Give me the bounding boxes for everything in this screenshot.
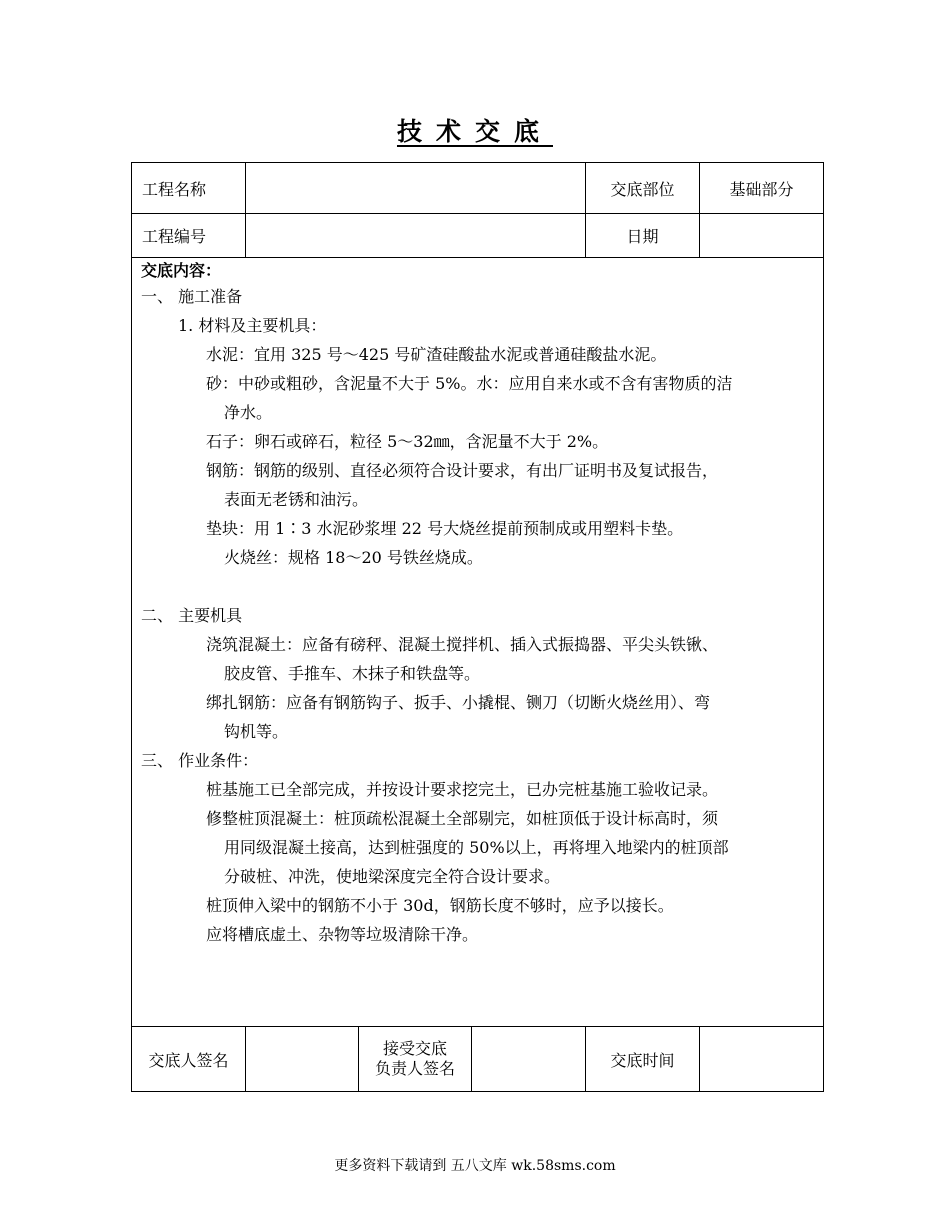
project-no-row [132,214,824,258]
discloser-signature[interactable] [246,1027,359,1092]
content-row [132,258,824,1027]
date-label: 日期 [586,214,700,258]
date-value[interactable] [700,214,824,258]
tie-line-2: 钩机等。 [224,722,289,741]
pile-line: 桩基施工已全部完成，并按设计要求挖完土，已办完桩基施工验收记录。 [206,780,719,799]
part-value[interactable]: 基础部分 [700,163,824,214]
pour-line-2: 胶皮管、手推车、木抹子和铁盘等。 [224,664,481,683]
receiver-label [359,1027,472,1092]
signature-row [132,1027,824,1092]
time-value[interactable] [700,1027,824,1092]
section-1-subtitle: 1. 材料及主要机具： [178,316,327,335]
document-title: 技术交底 [396,117,553,146]
section-2-title: 二、 主要机具 [141,606,243,625]
content-cell [132,258,824,1027]
project-name-row [132,163,824,214]
steel-line-1: 钢筋：钢筋的级别、直径必须符合设计要求，有出厂证明书及复试报告， [206,461,719,480]
sand-line-1: 砂：中砂或粗砂，含泥量不大于 5%。水：应用自来水或不含有害物质的洁 [206,374,733,393]
disclosure-table [131,162,824,1092]
trim-line-2: 用同级混凝土接高，达到桩强度的 50%以上，再将埋入地梁内的桩顶部 [224,838,729,857]
block-line: 垫块：用 1∶3 水泥砂浆埋 22 号大烧丝提前预制成或用塑料卡垫。 [206,519,684,538]
pour-line-1: 浇筑混凝土：应备有磅秤、混凝土搅拌机、插入式振捣器、平尖头铁锹、 [206,635,719,654]
project-no-value[interactable] [246,214,586,258]
clean-line: 应将槽底虚土、杂物等垃圾清除干净。 [206,925,479,944]
receiver-label-line-1: 接受交底 [382,1039,447,1058]
section-1-title: 一、 施工准备 [141,287,243,306]
project-no-label: 工程编号 [132,214,246,258]
content-heading: 交底内容： [141,261,222,280]
project-name-value[interactable] [246,163,586,214]
steel-line-2: 表面无老锈和油污。 [224,490,369,509]
time-label: 交底时间 [586,1027,700,1092]
cement-line: 水泥：宜用 325 号～425 号矿渣硅酸盐水泥或普通硅酸盐水泥。 [206,345,667,364]
section-3-title: 三、 作业条件： [141,751,259,770]
project-name-label: 工程名称 [132,163,246,214]
discloser-label: 交底人签名 [132,1027,246,1092]
wire-line: 火烧丝：规格 18～20 号铁丝烧成。 [224,548,483,567]
spacer [132,572,823,601]
receiver-signature[interactable] [472,1027,586,1092]
sand-line-2: 净水。 [224,403,273,422]
rebar-line: 桩顶伸入梁中的钢筋不小于 30d，钢筋长度不够时，应予以接长。 [206,896,674,915]
trim-line-1: 修整桩顶混凝土：桩顶疏松混凝土全部剔完，如桩顶低于设计标高时，须 [206,809,719,828]
receiver-label-line-2: 负责人签名 [374,1059,455,1078]
trim-line-3: 分破桩、冲洗，使地梁深度完全符合设计要求。 [224,867,561,886]
part-label: 交底部位 [586,163,700,214]
stone-line: 石子：卵石或碎石，粒径 5～32㎜，含泥量不大于 2%。 [206,432,609,451]
tie-line-1: 绑扎钢筋：应备有钢筋钩子、扳手、小撬棍、铡刀（切断火烧丝用）、弯 [206,693,711,712]
footer-note: 更多资料下载请到 五八文库 wk.58sms.com [334,1158,616,1174]
